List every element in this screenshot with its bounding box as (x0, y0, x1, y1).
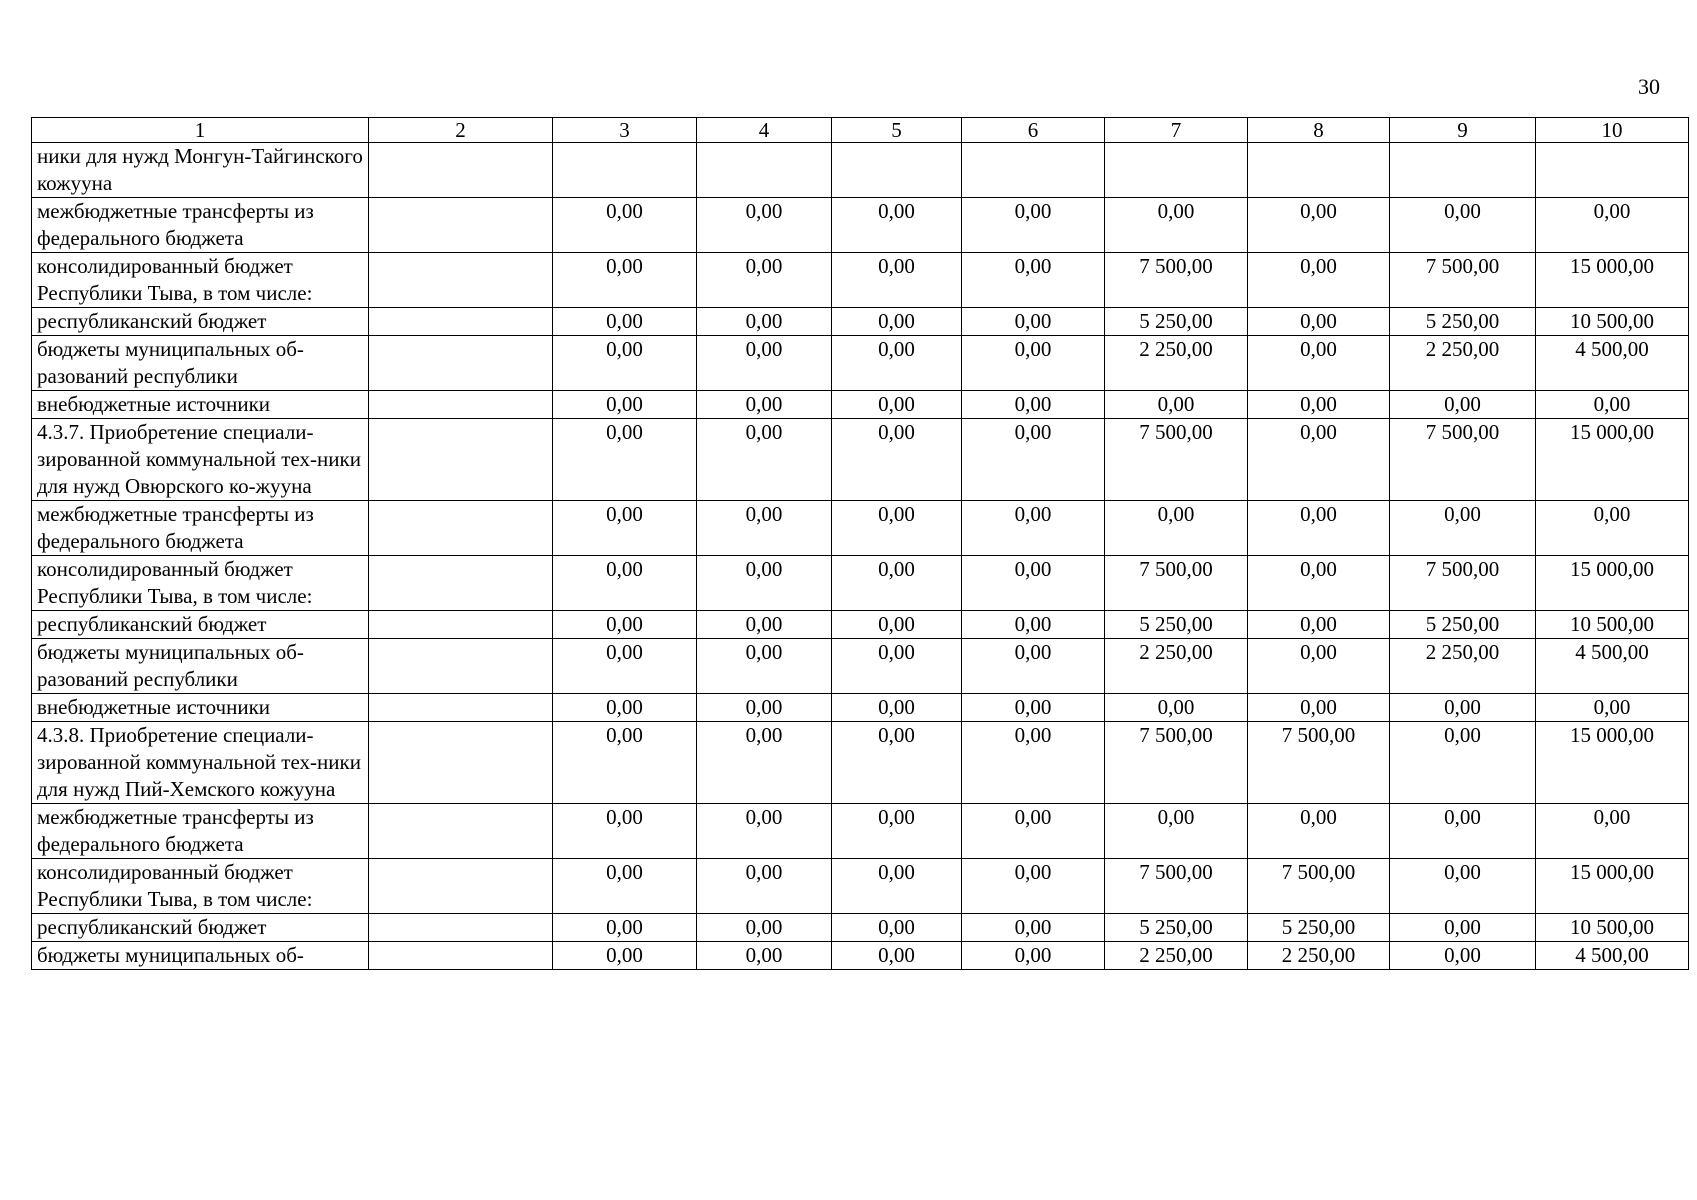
value-cell: 0,00 (553, 308, 697, 336)
column-header: 1 (32, 118, 369, 143)
value-cell: 0,00 (962, 336, 1105, 391)
table-row (32, 722, 1689, 804)
value-cell: 0,00 (1248, 611, 1390, 639)
table-row (32, 556, 1689, 611)
value-cell: 0,00 (697, 859, 832, 914)
value-cell: 0,00 (697, 198, 832, 253)
value-cell: 5 250,00 (1390, 611, 1536, 639)
table-row (32, 253, 1689, 308)
value-cell: 0,00 (832, 804, 962, 859)
value-cell: 0,00 (1105, 804, 1248, 859)
value-cell: 7 500,00 (1105, 253, 1248, 308)
table-row (32, 804, 1689, 859)
value-cell: 0,00 (832, 611, 962, 639)
value-cell (697, 143, 832, 198)
value-cell: 2 250,00 (1105, 336, 1248, 391)
value-cell: 0,00 (697, 419, 832, 501)
value-cell: 0,00 (832, 556, 962, 611)
value-cell: 0,00 (697, 308, 832, 336)
value-cell: 0,00 (832, 391, 962, 419)
value-cell: 0,00 (962, 419, 1105, 501)
value-cell: 0,00 (962, 391, 1105, 419)
value-cell: 0,00 (832, 859, 962, 914)
value-cell: 7 500,00 (1105, 419, 1248, 501)
value-cell: 4 500,00 (1536, 639, 1689, 694)
value-cell: 5 250,00 (1248, 914, 1390, 942)
header-row (32, 118, 1689, 143)
budget-table (31, 117, 1689, 970)
col2-cell (369, 914, 553, 942)
value-cell: 15 000,00 (1536, 722, 1689, 804)
value-cell: 7 500,00 (1248, 859, 1390, 914)
value-cell: 0,00 (553, 556, 697, 611)
col2-cell (369, 198, 553, 253)
value-cell: 0,00 (962, 639, 1105, 694)
table-row (32, 501, 1689, 556)
value-cell: 0,00 (1248, 804, 1390, 859)
value-cell: 7 500,00 (1390, 556, 1536, 611)
value-cell (1536, 143, 1689, 198)
value-cell: 0,00 (697, 914, 832, 942)
column-header: 8 (1248, 118, 1390, 143)
value-cell: 0,00 (832, 914, 962, 942)
row-label: бюджеты муниципальных об- (32, 942, 369, 970)
value-cell: 15 000,00 (1536, 556, 1689, 611)
value-cell: 4 500,00 (1536, 336, 1689, 391)
col2-cell (369, 308, 553, 336)
value-cell: 0,00 (553, 804, 697, 859)
row-label: республиканский бюджет (32, 308, 369, 336)
value-cell: 7 500,00 (1105, 722, 1248, 804)
value-cell: 0,00 (1248, 198, 1390, 253)
col2-cell (369, 391, 553, 419)
row-label: 4.3.7. Приобретение специали-зированной коммунальной тех-ники для нужд Овюрского ко-жууна (32, 419, 369, 501)
value-cell: 0,00 (697, 556, 832, 611)
table-row (32, 611, 1689, 639)
value-cell: 0,00 (553, 859, 697, 914)
value-cell: 0,00 (697, 501, 832, 556)
value-cell: 0,00 (1536, 501, 1689, 556)
column-header: 9 (1390, 118, 1536, 143)
value-cell: 0,00 (832, 198, 962, 253)
value-cell: 0,00 (832, 419, 962, 501)
col2-cell (369, 556, 553, 611)
value-cell: 7 500,00 (1390, 253, 1536, 308)
value-cell: 0,00 (553, 336, 697, 391)
value-cell: 0,00 (1390, 391, 1536, 419)
value-cell: 5 250,00 (1105, 914, 1248, 942)
value-cell: 15 000,00 (1536, 859, 1689, 914)
row-label: республиканский бюджет (32, 611, 369, 639)
value-cell: 0,00 (832, 942, 962, 970)
value-cell: 5 250,00 (1390, 308, 1536, 336)
value-cell: 0,00 (1390, 859, 1536, 914)
value-cell: 2 250,00 (1248, 942, 1390, 970)
table-row (32, 914, 1689, 942)
value-cell: 0,00 (1536, 198, 1689, 253)
value-cell: 7 500,00 (1105, 556, 1248, 611)
value-cell: 0,00 (1536, 694, 1689, 722)
col2-cell (369, 942, 553, 970)
value-cell: 7 500,00 (1248, 722, 1390, 804)
value-cell: 0,00 (697, 942, 832, 970)
value-cell (962, 143, 1105, 198)
value-cell: 0,00 (1105, 501, 1248, 556)
col2-cell (369, 419, 553, 501)
value-cell: 0,00 (962, 722, 1105, 804)
value-cell: 0,00 (697, 804, 832, 859)
row-label: консолидированный бюджет Республики Тыва, в том числе: (32, 859, 369, 914)
value-cell: 0,00 (1390, 501, 1536, 556)
value-cell (1390, 143, 1536, 198)
value-cell: 0,00 (1248, 639, 1390, 694)
value-cell: 0,00 (697, 253, 832, 308)
value-cell: 0,00 (1390, 942, 1536, 970)
value-cell: 2 250,00 (1105, 639, 1248, 694)
value-cell: 0,00 (1105, 198, 1248, 253)
row-label: внебюджетные источники (32, 694, 369, 722)
value-cell: 0,00 (962, 859, 1105, 914)
value-cell: 0,00 (962, 942, 1105, 970)
table-body (32, 143, 1689, 970)
table-row (32, 639, 1689, 694)
value-cell: 2 250,00 (1390, 639, 1536, 694)
value-cell: 0,00 (553, 722, 697, 804)
value-cell: 2 250,00 (1390, 336, 1536, 391)
page-number: 30 (1638, 74, 1660, 99)
value-cell: 0,00 (1390, 914, 1536, 942)
row-label: межбюджетные трансферты из федерального бюджета (32, 804, 369, 859)
value-cell: 0,00 (1390, 722, 1536, 804)
value-cell: 0,00 (832, 501, 962, 556)
row-label: 4.3.8. Приобретение специали-зированной коммунальной тех-ники для нужд Пий-Хемского кожууна (32, 722, 369, 804)
value-cell: 0,00 (553, 501, 697, 556)
value-cell: 0,00 (697, 611, 832, 639)
value-cell: 0,00 (1248, 308, 1390, 336)
value-cell: 0,00 (1248, 694, 1390, 722)
value-cell: 0,00 (553, 942, 697, 970)
value-cell: 0,00 (697, 722, 832, 804)
value-cell: 0,00 (1390, 694, 1536, 722)
table-row (32, 391, 1689, 419)
value-cell (553, 143, 697, 198)
value-cell: 0,00 (1105, 391, 1248, 419)
value-cell: 10 500,00 (1536, 611, 1689, 639)
value-cell: 4 500,00 (1536, 942, 1689, 970)
row-label: межбюджетные трансферты из федерального бюджета (32, 198, 369, 253)
column-header: 6 (962, 118, 1105, 143)
value-cell: 10 500,00 (1536, 914, 1689, 942)
value-cell: 10 500,00 (1536, 308, 1689, 336)
value-cell: 0,00 (697, 391, 832, 419)
value-cell: 0,00 (1390, 198, 1536, 253)
row-label: внебюджетные источники (32, 391, 369, 419)
value-cell: 0,00 (1248, 501, 1390, 556)
col2-cell (369, 639, 553, 694)
value-cell: 0,00 (553, 694, 697, 722)
value-cell: 0,00 (832, 722, 962, 804)
value-cell: 0,00 (697, 639, 832, 694)
value-cell: 0,00 (1248, 419, 1390, 501)
row-label: консолидированный бюджет Республики Тыва, в том числе: (32, 253, 369, 308)
value-cell: 0,00 (697, 336, 832, 391)
value-cell: 0,00 (553, 611, 697, 639)
value-cell: 0,00 (1248, 253, 1390, 308)
column-header: 10 (1536, 118, 1689, 143)
value-cell: 0,00 (1248, 336, 1390, 391)
value-cell: 7 500,00 (1105, 859, 1248, 914)
value-cell (832, 143, 962, 198)
table-row (32, 419, 1689, 501)
table-row (32, 336, 1689, 391)
value-cell: 0,00 (962, 253, 1105, 308)
value-cell: 0,00 (553, 198, 697, 253)
value-cell: 15 000,00 (1536, 253, 1689, 308)
value-cell: 0,00 (1248, 556, 1390, 611)
value-cell: 5 250,00 (1105, 611, 1248, 639)
value-cell: 0,00 (553, 391, 697, 419)
value-cell: 0,00 (832, 336, 962, 391)
value-cell: 0,00 (1536, 391, 1689, 419)
value-cell: 0,00 (832, 308, 962, 336)
value-cell: 0,00 (1536, 804, 1689, 859)
table-row (32, 942, 1689, 970)
row-label: бюджеты муниципальных об-разований республики (32, 336, 369, 391)
column-header: 7 (1105, 118, 1248, 143)
value-cell: 0,00 (553, 914, 697, 942)
row-label: ники для нужд Монгун-Тайгинского кожууна (32, 143, 369, 198)
table-row (32, 694, 1689, 722)
column-header: 2 (369, 118, 553, 143)
value-cell: 0,00 (962, 914, 1105, 942)
col2-cell (369, 859, 553, 914)
row-label: республиканский бюджет (32, 914, 369, 942)
value-cell (1248, 143, 1390, 198)
column-header: 5 (832, 118, 962, 143)
value-cell: 0,00 (553, 253, 697, 308)
table-row (32, 308, 1689, 336)
column-header: 3 (553, 118, 697, 143)
value-cell: 5 250,00 (1105, 308, 1248, 336)
value-cell: 0,00 (553, 419, 697, 501)
value-cell: 0,00 (962, 501, 1105, 556)
value-cell: 0,00 (1105, 694, 1248, 722)
col2-cell (369, 253, 553, 308)
table-row (32, 198, 1689, 253)
row-label: консолидированный бюджет Республики Тыва, в том числе: (32, 556, 369, 611)
value-cell: 0,00 (962, 556, 1105, 611)
col2-cell (369, 336, 553, 391)
col2-cell (369, 143, 553, 198)
col2-cell (369, 611, 553, 639)
col2-cell (369, 804, 553, 859)
value-cell: 7 500,00 (1390, 419, 1536, 501)
value-cell: 2 250,00 (1105, 942, 1248, 970)
value-cell: 0,00 (1390, 804, 1536, 859)
value-cell (1105, 143, 1248, 198)
value-cell: 0,00 (962, 198, 1105, 253)
value-cell: 0,00 (962, 804, 1105, 859)
table-row (32, 143, 1689, 198)
value-cell: 0,00 (962, 694, 1105, 722)
value-cell: 0,00 (962, 611, 1105, 639)
table-row (32, 859, 1689, 914)
col2-cell (369, 694, 553, 722)
row-label: межбюджетные трансферты из федерального бюджета (32, 501, 369, 556)
value-cell: 0,00 (1248, 391, 1390, 419)
value-cell: 15 000,00 (1536, 419, 1689, 501)
value-cell: 0,00 (697, 694, 832, 722)
value-cell: 0,00 (553, 639, 697, 694)
value-cell: 0,00 (832, 253, 962, 308)
value-cell: 0,00 (962, 308, 1105, 336)
value-cell: 0,00 (832, 694, 962, 722)
column-header: 4 (697, 118, 832, 143)
row-label: бюджеты муниципальных об-разований республики (32, 639, 369, 694)
col2-cell (369, 501, 553, 556)
value-cell: 0,00 (832, 639, 962, 694)
col2-cell (369, 722, 553, 804)
